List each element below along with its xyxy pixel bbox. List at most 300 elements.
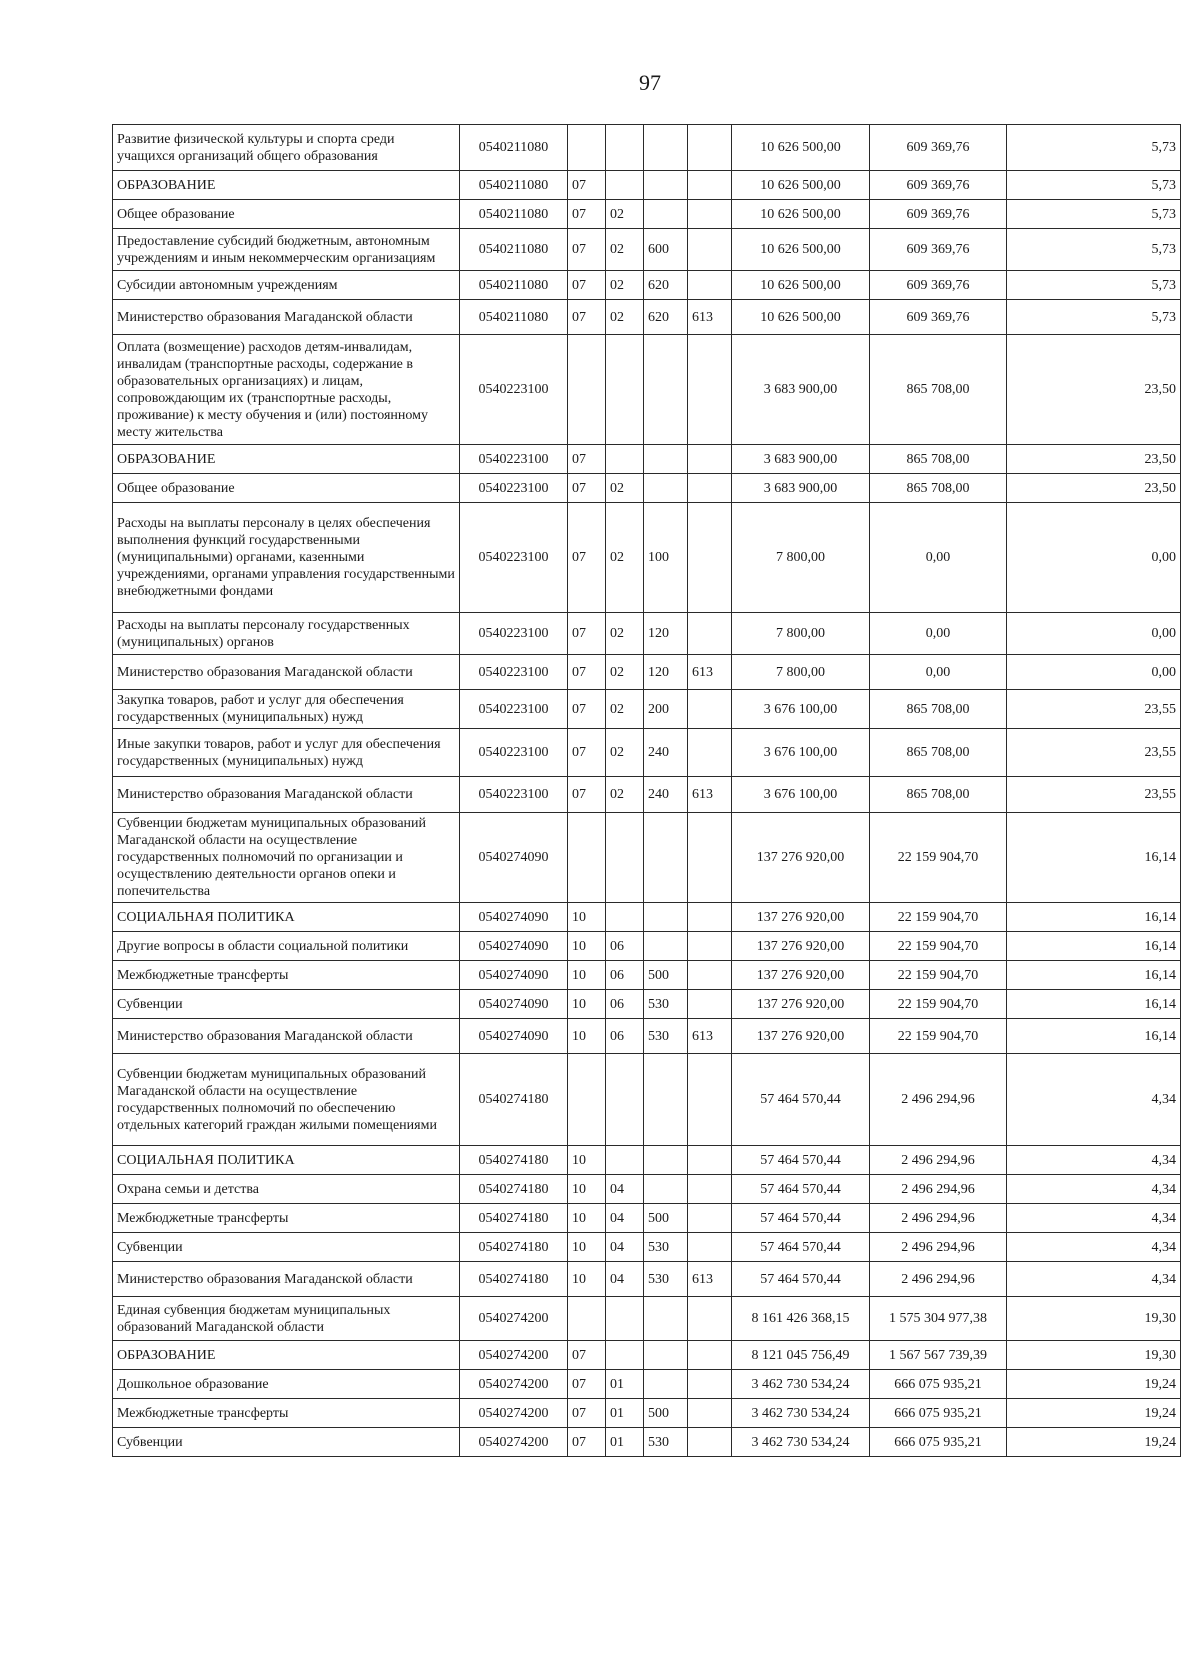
row-grbs: [688, 335, 732, 445]
row-subsection: 02: [606, 729, 644, 777]
table-row: [113, 503, 1181, 613]
row-fact: 22 159 904,70: [870, 961, 1007, 990]
row-plan: 3 462 730 534,24: [732, 1428, 870, 1457]
row-name: Министерство образования Магаданской области: [113, 300, 460, 335]
row-grbs: [688, 1399, 732, 1428]
row-plan: 137 276 920,00: [732, 932, 870, 961]
row-plan: 10 626 500,00: [732, 271, 870, 300]
row-name: Охрана семьи и детства: [113, 1175, 460, 1204]
row-subsection: 01: [606, 1399, 644, 1428]
row-grbs: [688, 613, 732, 655]
row-expense-type: [644, 1370, 688, 1399]
table-row: [113, 445, 1181, 474]
row-expense-type: 500: [644, 1204, 688, 1233]
row-code: 0540223100: [460, 613, 568, 655]
row-expense-type: [644, 171, 688, 200]
row-fact: 609 369,76: [870, 200, 1007, 229]
row-plan: 3 462 730 534,24: [732, 1399, 870, 1428]
row-grbs: [688, 1297, 732, 1341]
row-plan: 57 464 570,44: [732, 1233, 870, 1262]
row-percent: 16,14: [1007, 961, 1181, 990]
row-subsection: 01: [606, 1428, 644, 1457]
row-expense-type: 120: [644, 613, 688, 655]
row-plan: 7 800,00: [732, 613, 870, 655]
row-subsection: [606, 1146, 644, 1175]
table-row: [113, 271, 1181, 300]
row-expense-type: 530: [644, 1233, 688, 1262]
table-row: [113, 813, 1181, 903]
table-row: [113, 961, 1181, 990]
row-code: 0540274200: [460, 1399, 568, 1428]
row-subsection: 02: [606, 690, 644, 729]
row-subsection: 02: [606, 777, 644, 813]
table-row: [113, 1399, 1181, 1428]
row-percent: 5,73: [1007, 229, 1181, 271]
row-fact: 22 159 904,70: [870, 903, 1007, 932]
row-grbs: [688, 503, 732, 613]
row-section: 07: [568, 229, 606, 271]
row-section: [568, 125, 606, 171]
row-subsection: 02: [606, 200, 644, 229]
row-percent: 16,14: [1007, 990, 1181, 1019]
row-subsection: 01: [606, 1370, 644, 1399]
row-plan: 3 683 900,00: [732, 474, 870, 503]
row-name: Общее образование: [113, 200, 460, 229]
row-subsection: [606, 335, 644, 445]
row-expense-type: 530: [644, 1262, 688, 1297]
row-expense-type: 200: [644, 690, 688, 729]
table-row: [113, 1370, 1181, 1399]
row-section: [568, 335, 606, 445]
row-subsection: [606, 1054, 644, 1146]
row-plan: 137 276 920,00: [732, 1019, 870, 1054]
row-code: 0540223100: [460, 729, 568, 777]
row-name: Субвенции бюджетам муниципальных образований Магаданской области на осуществление государственных полномочий по обеспечению отдельных категорий граждан жилыми помещениями: [113, 1054, 460, 1146]
row-fact: 22 159 904,70: [870, 1019, 1007, 1054]
row-expense-type: 500: [644, 1399, 688, 1428]
row-fact: 666 075 935,21: [870, 1399, 1007, 1428]
row-percent: 4,34: [1007, 1054, 1181, 1146]
row-grbs: [688, 990, 732, 1019]
row-expense-type: [644, 903, 688, 932]
row-subsection: 06: [606, 990, 644, 1019]
row-code: 0540274180: [460, 1233, 568, 1262]
row-fact: 2 496 294,96: [870, 1204, 1007, 1233]
row-subsection: 02: [606, 229, 644, 271]
row-percent: 19,30: [1007, 1297, 1181, 1341]
row-percent: 16,14: [1007, 813, 1181, 903]
row-section: 10: [568, 1233, 606, 1262]
row-name: Иные закупки товаров, работ и услуг для обеспечения государственных (муниципальных) нужд: [113, 729, 460, 777]
row-section: 10: [568, 903, 606, 932]
row-section: 10: [568, 990, 606, 1019]
row-expense-type: 100: [644, 503, 688, 613]
row-fact: 865 708,00: [870, 777, 1007, 813]
row-code: 0540274090: [460, 932, 568, 961]
row-fact: 609 369,76: [870, 300, 1007, 335]
row-section: 10: [568, 1262, 606, 1297]
row-expense-type: 530: [644, 1019, 688, 1054]
row-name: Оплата (возмещение) расходов детям-инвалидам, инвалидам (транспортные расходы, содержание в образовательных организациях) и лицам, сопровождающим их (транспортные расходы, проживание) к месту обучения и (или) постоянному месту жительства: [113, 335, 460, 445]
row-grbs: [688, 1146, 732, 1175]
row-fact: 609 369,76: [870, 271, 1007, 300]
row-fact: 609 369,76: [870, 229, 1007, 271]
row-percent: 5,73: [1007, 125, 1181, 171]
table-row: [113, 729, 1181, 777]
table-row: [113, 1428, 1181, 1457]
row-plan: 137 276 920,00: [732, 990, 870, 1019]
row-fact: 2 496 294,96: [870, 1146, 1007, 1175]
row-section: 07: [568, 655, 606, 690]
table-row: [113, 1019, 1181, 1054]
budget-table-body: [113, 125, 1181, 1457]
row-section: 10: [568, 1146, 606, 1175]
row-grbs: [688, 474, 732, 503]
row-section: 10: [568, 932, 606, 961]
row-percent: 23,50: [1007, 474, 1181, 503]
row-name: Другие вопросы в области социальной политики: [113, 932, 460, 961]
row-fact: 22 159 904,70: [870, 990, 1007, 1019]
row-plan: 3 676 100,00: [732, 690, 870, 729]
row-fact: 2 496 294,96: [870, 1262, 1007, 1297]
row-percent: 23,55: [1007, 777, 1181, 813]
page-number: 97: [639, 70, 661, 95]
row-percent: 4,34: [1007, 1204, 1181, 1233]
row-code: 0540274200: [460, 1297, 568, 1341]
row-section: 07: [568, 1428, 606, 1457]
row-subsection: [606, 171, 644, 200]
row-subsection: 04: [606, 1175, 644, 1204]
row-plan: 57 464 570,44: [732, 1146, 870, 1175]
row-subsection: 02: [606, 300, 644, 335]
row-expense-type: [644, 1175, 688, 1204]
table-row: [113, 1262, 1181, 1297]
row-subsection: 06: [606, 1019, 644, 1054]
row-expense-type: 600: [644, 229, 688, 271]
row-grbs: 613: [688, 300, 732, 335]
row-plan: 10 626 500,00: [732, 300, 870, 335]
row-subsection: 04: [606, 1233, 644, 1262]
row-section: [568, 813, 606, 903]
row-expense-type: 500: [644, 961, 688, 990]
row-grbs: [688, 690, 732, 729]
row-section: [568, 1297, 606, 1341]
row-percent: 16,14: [1007, 932, 1181, 961]
row-name: Предоставление субсидий бюджетным, автономным учреждениям и иным некоммерческим организациям: [113, 229, 460, 271]
row-plan: 3 462 730 534,24: [732, 1370, 870, 1399]
row-percent: 0,00: [1007, 503, 1181, 613]
row-code: 0540223100: [460, 445, 568, 474]
row-percent: 0,00: [1007, 613, 1181, 655]
row-expense-type: 120: [644, 655, 688, 690]
row-subsection: 02: [606, 613, 644, 655]
row-expense-type: [644, 474, 688, 503]
row-percent: 23,55: [1007, 729, 1181, 777]
row-plan: 3 676 100,00: [732, 777, 870, 813]
row-expense-type: [644, 1146, 688, 1175]
row-name: ОБРАЗОВАНИЕ: [113, 1341, 460, 1370]
row-name: Общее образование: [113, 474, 460, 503]
row-percent: 4,34: [1007, 1146, 1181, 1175]
row-expense-type: 240: [644, 729, 688, 777]
row-percent: 23,55: [1007, 690, 1181, 729]
row-grbs: [688, 445, 732, 474]
table-row: [113, 903, 1181, 932]
row-grbs: [688, 271, 732, 300]
row-fact: 666 075 935,21: [870, 1370, 1007, 1399]
row-fact: 22 159 904,70: [870, 813, 1007, 903]
table-row: [113, 474, 1181, 503]
row-grbs: [688, 1370, 732, 1399]
row-grbs: [688, 1175, 732, 1204]
row-section: 07: [568, 690, 606, 729]
row-plan: 7 800,00: [732, 503, 870, 613]
row-fact: 2 496 294,96: [870, 1175, 1007, 1204]
row-grbs: [688, 813, 732, 903]
row-subsection: 02: [606, 271, 644, 300]
row-expense-type: [644, 335, 688, 445]
row-percent: 19,24: [1007, 1399, 1181, 1428]
row-name: Министерство образования Магаданской области: [113, 1262, 460, 1297]
budget-table: [112, 124, 1181, 1457]
table-row: [113, 1204, 1181, 1233]
row-grbs: [688, 171, 732, 200]
row-section: 07: [568, 1399, 606, 1428]
row-name: Закупка товаров, работ и услуг для обеспечения государственных (муниципальных) нужд: [113, 690, 460, 729]
row-percent: 16,14: [1007, 903, 1181, 932]
row-section: 07: [568, 200, 606, 229]
row-subsection: 02: [606, 655, 644, 690]
row-percent: 0,00: [1007, 655, 1181, 690]
table-row: [113, 990, 1181, 1019]
row-code: 0540274180: [460, 1175, 568, 1204]
row-name: СОЦИАЛЬНАЯ ПОЛИТИКА: [113, 903, 460, 932]
row-grbs: [688, 1204, 732, 1233]
row-subsection: 02: [606, 474, 644, 503]
table-row: [113, 1146, 1181, 1175]
row-code: 0540223100: [460, 335, 568, 445]
row-expense-type: [644, 200, 688, 229]
row-code: 0540211080: [460, 229, 568, 271]
row-percent: 19,30: [1007, 1341, 1181, 1370]
row-code: 0540211080: [460, 125, 568, 171]
table-row: [113, 1297, 1181, 1341]
row-name: Субвенции: [113, 1428, 460, 1457]
row-code: 0540274090: [460, 990, 568, 1019]
row-code: 0540274090: [460, 1019, 568, 1054]
row-percent: 5,73: [1007, 271, 1181, 300]
row-grbs: [688, 932, 732, 961]
row-name: ОБРАЗОВАНИЕ: [113, 445, 460, 474]
row-percent: 19,24: [1007, 1428, 1181, 1457]
row-subsection: 04: [606, 1262, 644, 1297]
row-name: Развитие физической культуры и спорта среди учащихся организаций общего образования: [113, 125, 460, 171]
row-section: 10: [568, 1204, 606, 1233]
row-section: 07: [568, 474, 606, 503]
row-section: 07: [568, 503, 606, 613]
row-code: 0540274180: [460, 1054, 568, 1146]
row-plan: 3 683 900,00: [732, 445, 870, 474]
row-plan: 8 121 045 756,49: [732, 1341, 870, 1370]
row-grbs: [688, 1428, 732, 1457]
row-subsection: 06: [606, 932, 644, 961]
row-plan: 57 464 570,44: [732, 1204, 870, 1233]
row-section: 07: [568, 445, 606, 474]
row-fact: 865 708,00: [870, 729, 1007, 777]
row-code: 0540211080: [460, 171, 568, 200]
row-code: 0540274090: [460, 903, 568, 932]
row-grbs: [688, 229, 732, 271]
row-grbs: [688, 903, 732, 932]
row-grbs: [688, 1054, 732, 1146]
row-percent: 19,24: [1007, 1370, 1181, 1399]
row-code: 0540274180: [460, 1204, 568, 1233]
row-grbs: [688, 125, 732, 171]
table-row: [113, 1175, 1181, 1204]
row-plan: 57 464 570,44: [732, 1262, 870, 1297]
row-section: 07: [568, 613, 606, 655]
row-expense-type: 620: [644, 300, 688, 335]
row-expense-type: [644, 1054, 688, 1146]
row-percent: 5,73: [1007, 200, 1181, 229]
row-fact: 865 708,00: [870, 335, 1007, 445]
row-subsection: 06: [606, 961, 644, 990]
row-section: 07: [568, 1341, 606, 1370]
row-grbs: [688, 1341, 732, 1370]
row-fact: 1 567 567 739,39: [870, 1341, 1007, 1370]
row-fact: 865 708,00: [870, 445, 1007, 474]
row-section: 07: [568, 271, 606, 300]
row-code: 0540274200: [460, 1370, 568, 1399]
row-grbs: [688, 1233, 732, 1262]
row-subsection: [606, 1341, 644, 1370]
row-code: 0540211080: [460, 271, 568, 300]
row-plan: 57 464 570,44: [732, 1054, 870, 1146]
row-expense-type: [644, 813, 688, 903]
row-fact: 2 496 294,96: [870, 1233, 1007, 1262]
row-fact: 2 496 294,96: [870, 1054, 1007, 1146]
table-row: [113, 300, 1181, 335]
row-plan: 137 276 920,00: [732, 813, 870, 903]
table-row: [113, 777, 1181, 813]
row-grbs: 613: [688, 1262, 732, 1297]
row-code: 0540274090: [460, 813, 568, 903]
table-row: [113, 200, 1181, 229]
row-name: СОЦИАЛЬНАЯ ПОЛИТИКА: [113, 1146, 460, 1175]
row-percent: 4,34: [1007, 1262, 1181, 1297]
table-row: [113, 171, 1181, 200]
row-percent: 4,34: [1007, 1233, 1181, 1262]
row-name: Межбюджетные трансферты: [113, 1399, 460, 1428]
row-subsection: 02: [606, 503, 644, 613]
row-expense-type: [644, 445, 688, 474]
row-name: Межбюджетные трансферты: [113, 1204, 460, 1233]
row-expense-type: 530: [644, 990, 688, 1019]
row-expense-type: [644, 125, 688, 171]
row-name: Министерство образования Магаданской области: [113, 655, 460, 690]
row-fact: 666 075 935,21: [870, 1428, 1007, 1457]
row-name: Субвенции: [113, 990, 460, 1019]
row-fact: 1 575 304 977,38: [870, 1297, 1007, 1341]
row-section: 10: [568, 1175, 606, 1204]
row-subsection: [606, 125, 644, 171]
row-code: 0540274200: [460, 1428, 568, 1457]
row-percent: 16,14: [1007, 1019, 1181, 1054]
row-grbs: [688, 200, 732, 229]
row-plan: 3 683 900,00: [732, 335, 870, 445]
table-row: [113, 690, 1181, 729]
row-plan: 8 161 426 368,15: [732, 1297, 870, 1341]
row-fact: 609 369,76: [870, 125, 1007, 171]
row-grbs: 613: [688, 777, 732, 813]
row-expense-type: [644, 932, 688, 961]
row-section: 10: [568, 961, 606, 990]
row-name: Межбюджетные трансферты: [113, 961, 460, 990]
row-plan: 137 276 920,00: [732, 903, 870, 932]
row-code: 0540223100: [460, 503, 568, 613]
row-section: 07: [568, 729, 606, 777]
row-plan: 10 626 500,00: [732, 229, 870, 271]
table-row: [113, 655, 1181, 690]
row-fact: 0,00: [870, 655, 1007, 690]
row-expense-type: [644, 1297, 688, 1341]
table-row: [113, 229, 1181, 271]
row-name: Субвенции бюджетам муниципальных образований Магаданской области на осуществление государственных полномочий по организации и осуществлению деятельности органов опеки и попечительства: [113, 813, 460, 903]
row-code: 0540274200: [460, 1341, 568, 1370]
row-plan: 137 276 920,00: [732, 961, 870, 990]
row-code: 0540223100: [460, 655, 568, 690]
row-section: 07: [568, 1370, 606, 1399]
row-grbs: [688, 729, 732, 777]
row-section: 07: [568, 777, 606, 813]
row-code: 0540274090: [460, 961, 568, 990]
row-fact: 22 159 904,70: [870, 932, 1007, 961]
row-fact: 0,00: [870, 613, 1007, 655]
row-code: 0540211080: [460, 300, 568, 335]
row-expense-type: [644, 1341, 688, 1370]
row-percent: 5,73: [1007, 171, 1181, 200]
row-plan: 10 626 500,00: [732, 125, 870, 171]
row-plan: 57 464 570,44: [732, 1175, 870, 1204]
table-row: [113, 613, 1181, 655]
row-code: 0540274180: [460, 1262, 568, 1297]
row-subsection: [606, 813, 644, 903]
row-name: Расходы на выплаты персоналу государственных (муниципальных) органов: [113, 613, 460, 655]
row-expense-type: 530: [644, 1428, 688, 1457]
row-name: Дошкольное образование: [113, 1370, 460, 1399]
row-name: Расходы на выплаты персоналу в целях обеспечения выполнения функций государственными (муниципальными) органами, казенными учреждениями, органами управления государственными внебюджетными фондами: [113, 503, 460, 613]
table-row: [113, 932, 1181, 961]
row-plan: 10 626 500,00: [732, 171, 870, 200]
row-fact: 609 369,76: [870, 171, 1007, 200]
row-section: 07: [568, 300, 606, 335]
table-row: [113, 125, 1181, 171]
row-plan: 7 800,00: [732, 655, 870, 690]
row-percent: 23,50: [1007, 335, 1181, 445]
row-section: 07: [568, 171, 606, 200]
row-name: ОБРАЗОВАНИЕ: [113, 171, 460, 200]
row-subsection: [606, 445, 644, 474]
row-name: Единая субвенция бюджетам муниципальных образований Магаданской области: [113, 1297, 460, 1341]
table-row: [113, 1054, 1181, 1146]
row-name: Субвенции: [113, 1233, 460, 1262]
table-row: [113, 1341, 1181, 1370]
row-percent: 5,73: [1007, 300, 1181, 335]
row-name: Министерство образования Магаданской области: [113, 777, 460, 813]
row-subsection: [606, 903, 644, 932]
row-subsection: [606, 1297, 644, 1341]
row-fact: 865 708,00: [870, 474, 1007, 503]
